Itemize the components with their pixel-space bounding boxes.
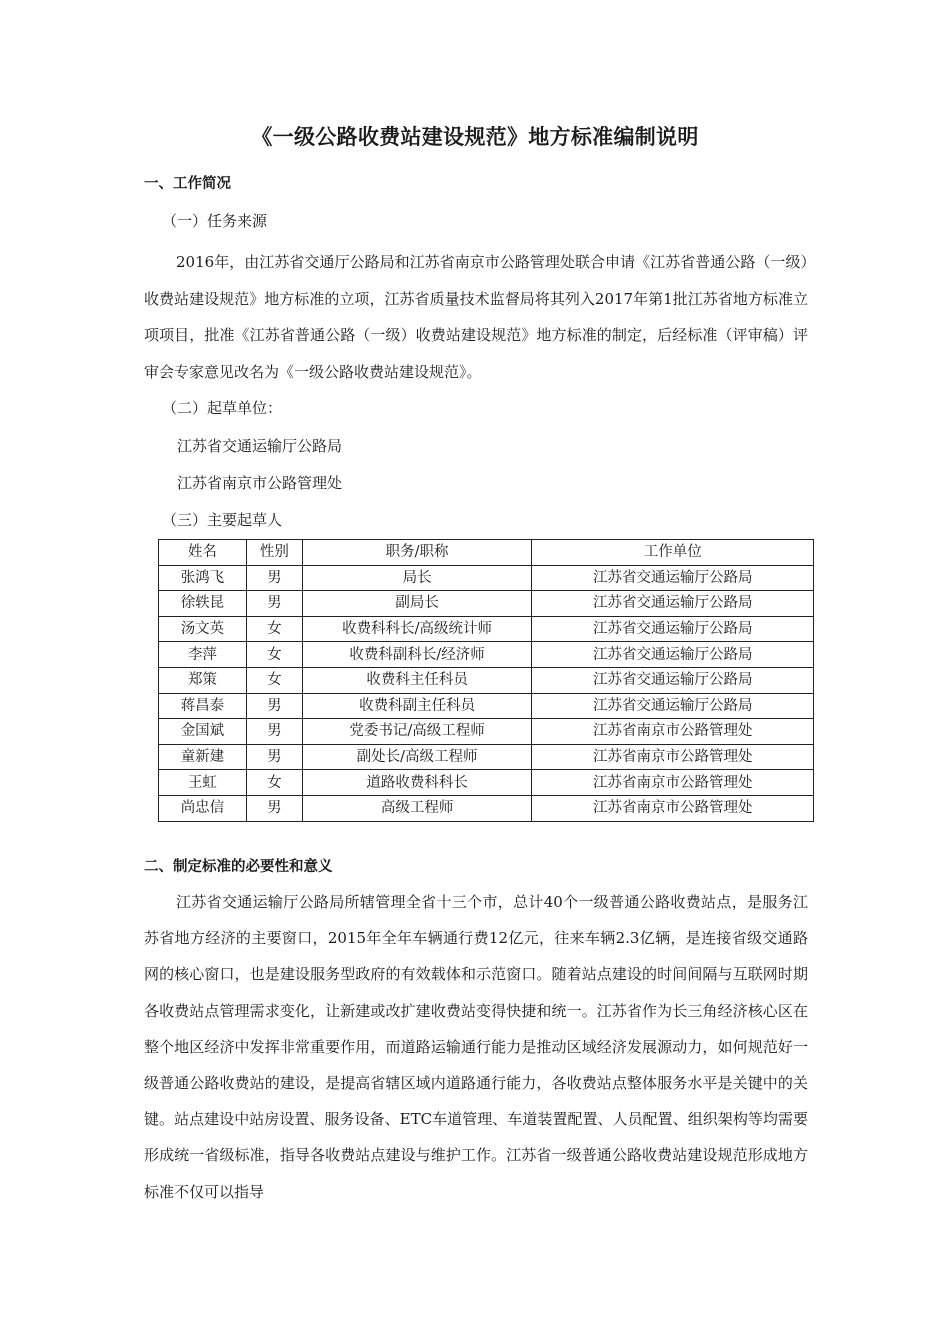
table-row <box>159 565 814 591</box>
cell-title: 高级工程师 <box>302 795 532 821</box>
table-row <box>159 591 814 617</box>
cell-gender: 男 <box>246 795 302 821</box>
cell-name: 王虹 <box>159 770 247 796</box>
cell-name: 郑策 <box>159 667 247 693</box>
cell-unit: 江苏省南京市公路管理处 <box>532 744 814 770</box>
subheading-task-source: （一）任务来源 <box>162 212 268 230</box>
cell-unit: 江苏省南京市公路管理处 <box>532 770 814 796</box>
cell-title: 副局长 <box>302 591 532 617</box>
cell-name: 徐轶昆 <box>159 591 247 617</box>
cell-gender: 男 <box>246 565 302 591</box>
cell-title: 道路收费科科长 <box>302 770 532 796</box>
table-row <box>159 719 814 745</box>
drafters-table <box>158 539 814 822</box>
table-row <box>159 795 814 821</box>
cell-name: 尚忠信 <box>159 795 247 821</box>
cell-gender: 男 <box>246 591 302 617</box>
column-header-name: 姓名 <box>159 540 247 566</box>
cell-name: 蒋昌泰 <box>159 693 247 719</box>
table-row <box>159 693 814 719</box>
cell-unit: 江苏省交通运输厅公路局 <box>532 642 814 668</box>
cell-title: 党委书记/高级工程师 <box>302 719 532 745</box>
cell-name: 李萍 <box>159 642 247 668</box>
cell-gender: 女 <box>246 770 302 796</box>
cell-gender: 男 <box>246 719 302 745</box>
cell-name: 汤文英 <box>159 616 247 642</box>
table-row <box>159 770 814 796</box>
cell-name: 张鸿飞 <box>159 565 247 591</box>
cell-unit: 江苏省交通运输厅公路局 <box>532 667 814 693</box>
table-row <box>159 744 814 770</box>
section-heading-work-overview: 一、工作简况 <box>144 176 231 192</box>
cell-title: 收费科副主任科员 <box>302 693 532 719</box>
table-row <box>159 616 814 642</box>
table-header-row <box>159 540 814 566</box>
cell-unit: 江苏省南京市公路管理处 <box>532 795 814 821</box>
subheading-main-drafters: （三）主要起草人 <box>162 511 283 529</box>
document-title: 《一级公路收费站建设规范》地方标准编制说明 <box>251 125 699 149</box>
cell-unit: 江苏省交通运输厅公路局 <box>532 565 814 591</box>
cell-unit: 江苏省交通运输厅公路局 <box>532 693 814 719</box>
drafting-unit-1: 江苏省交通运输厅公路局 <box>177 437 343 455</box>
table-row <box>159 642 814 668</box>
column-header-unit: 工作单位 <box>532 540 814 566</box>
subheading-drafting-units: （二）起草单位： <box>162 399 283 417</box>
cell-name: 金国斌 <box>159 719 247 745</box>
section-heading-necessity: 二、制定标准的必要性和意义 <box>144 859 333 875</box>
task-source-paragraph: 2016年，由江苏省交通厅公路局和江苏省南京市公路管理处联合申请《江苏省普通公路（一级）收费站建设规范》地方标准的立项，江苏省质量技术监督局将其列入2017年第1批江苏省地方标准立项项目，批准《江苏省普通公路（一级）收费站建设规范》地方标准的制定，后经标准（评审稿）评审会专家意见改名为《一级公路收费站建设规范》。 <box>144 253 808 381</box>
column-header-title: 职务/职称 <box>302 540 532 566</box>
cell-title: 收费科主任科员 <box>302 667 532 693</box>
cell-title: 收费科科长/高级统计师 <box>302 616 532 642</box>
drafting-unit-2: 江苏省南京市公路管理处 <box>177 474 343 492</box>
cell-gender: 男 <box>246 693 302 719</box>
cell-title: 副处长/高级工程师 <box>302 744 532 770</box>
cell-unit: 江苏省交通运输厅公路局 <box>532 616 814 642</box>
cell-gender: 男 <box>246 744 302 770</box>
necessity-paragraph: 江苏省交通运输厅公路局所辖管理全省十三个市，总计40个一级普通公路收费站点，是服务江苏省地方经济的主要窗口，2015年全年车辆通行费12亿元，往来车辆2.3亿辆，是连接省级交通路网的核心窗口，也是建设服务型政府的有效载体和示范窗口。随着站点建设的时间间隔与互联网时期各收费站点管理需求变化，让新建或改扩建收费站变得快捷和统一。江苏省作为长三角经济核心区在整个地区经济中发挥非常重要作用，而道路运输通行能力是推动区域经济发展源动力，如何规范好一级普通公路收费站的建设，是提高省辖区域内道路通行能力，各收费站点整体服务水平是关键中的关键。站点建设中站房设置、服务设备、ETC车道管理、车道装置配置、人员配置、组织架构等均需要形成统一省级标准，指导各收费站点建设与维护工作。江苏省一级普通公路收费站建设规范形成地方标准不仅可以指导 <box>144 893 808 1201</box>
cell-gender: 女 <box>246 642 302 668</box>
cell-title: 收费科副科长/经济师 <box>302 642 532 668</box>
column-header-gender: 性别 <box>246 540 302 566</box>
cell-unit: 江苏省南京市公路管理处 <box>532 719 814 745</box>
cell-gender: 女 <box>246 616 302 642</box>
cell-unit: 江苏省交通运输厅公路局 <box>532 591 814 617</box>
cell-gender: 女 <box>246 667 302 693</box>
cell-name: 童新建 <box>159 744 247 770</box>
table-row <box>159 667 814 693</box>
cell-title: 局长 <box>302 565 532 591</box>
